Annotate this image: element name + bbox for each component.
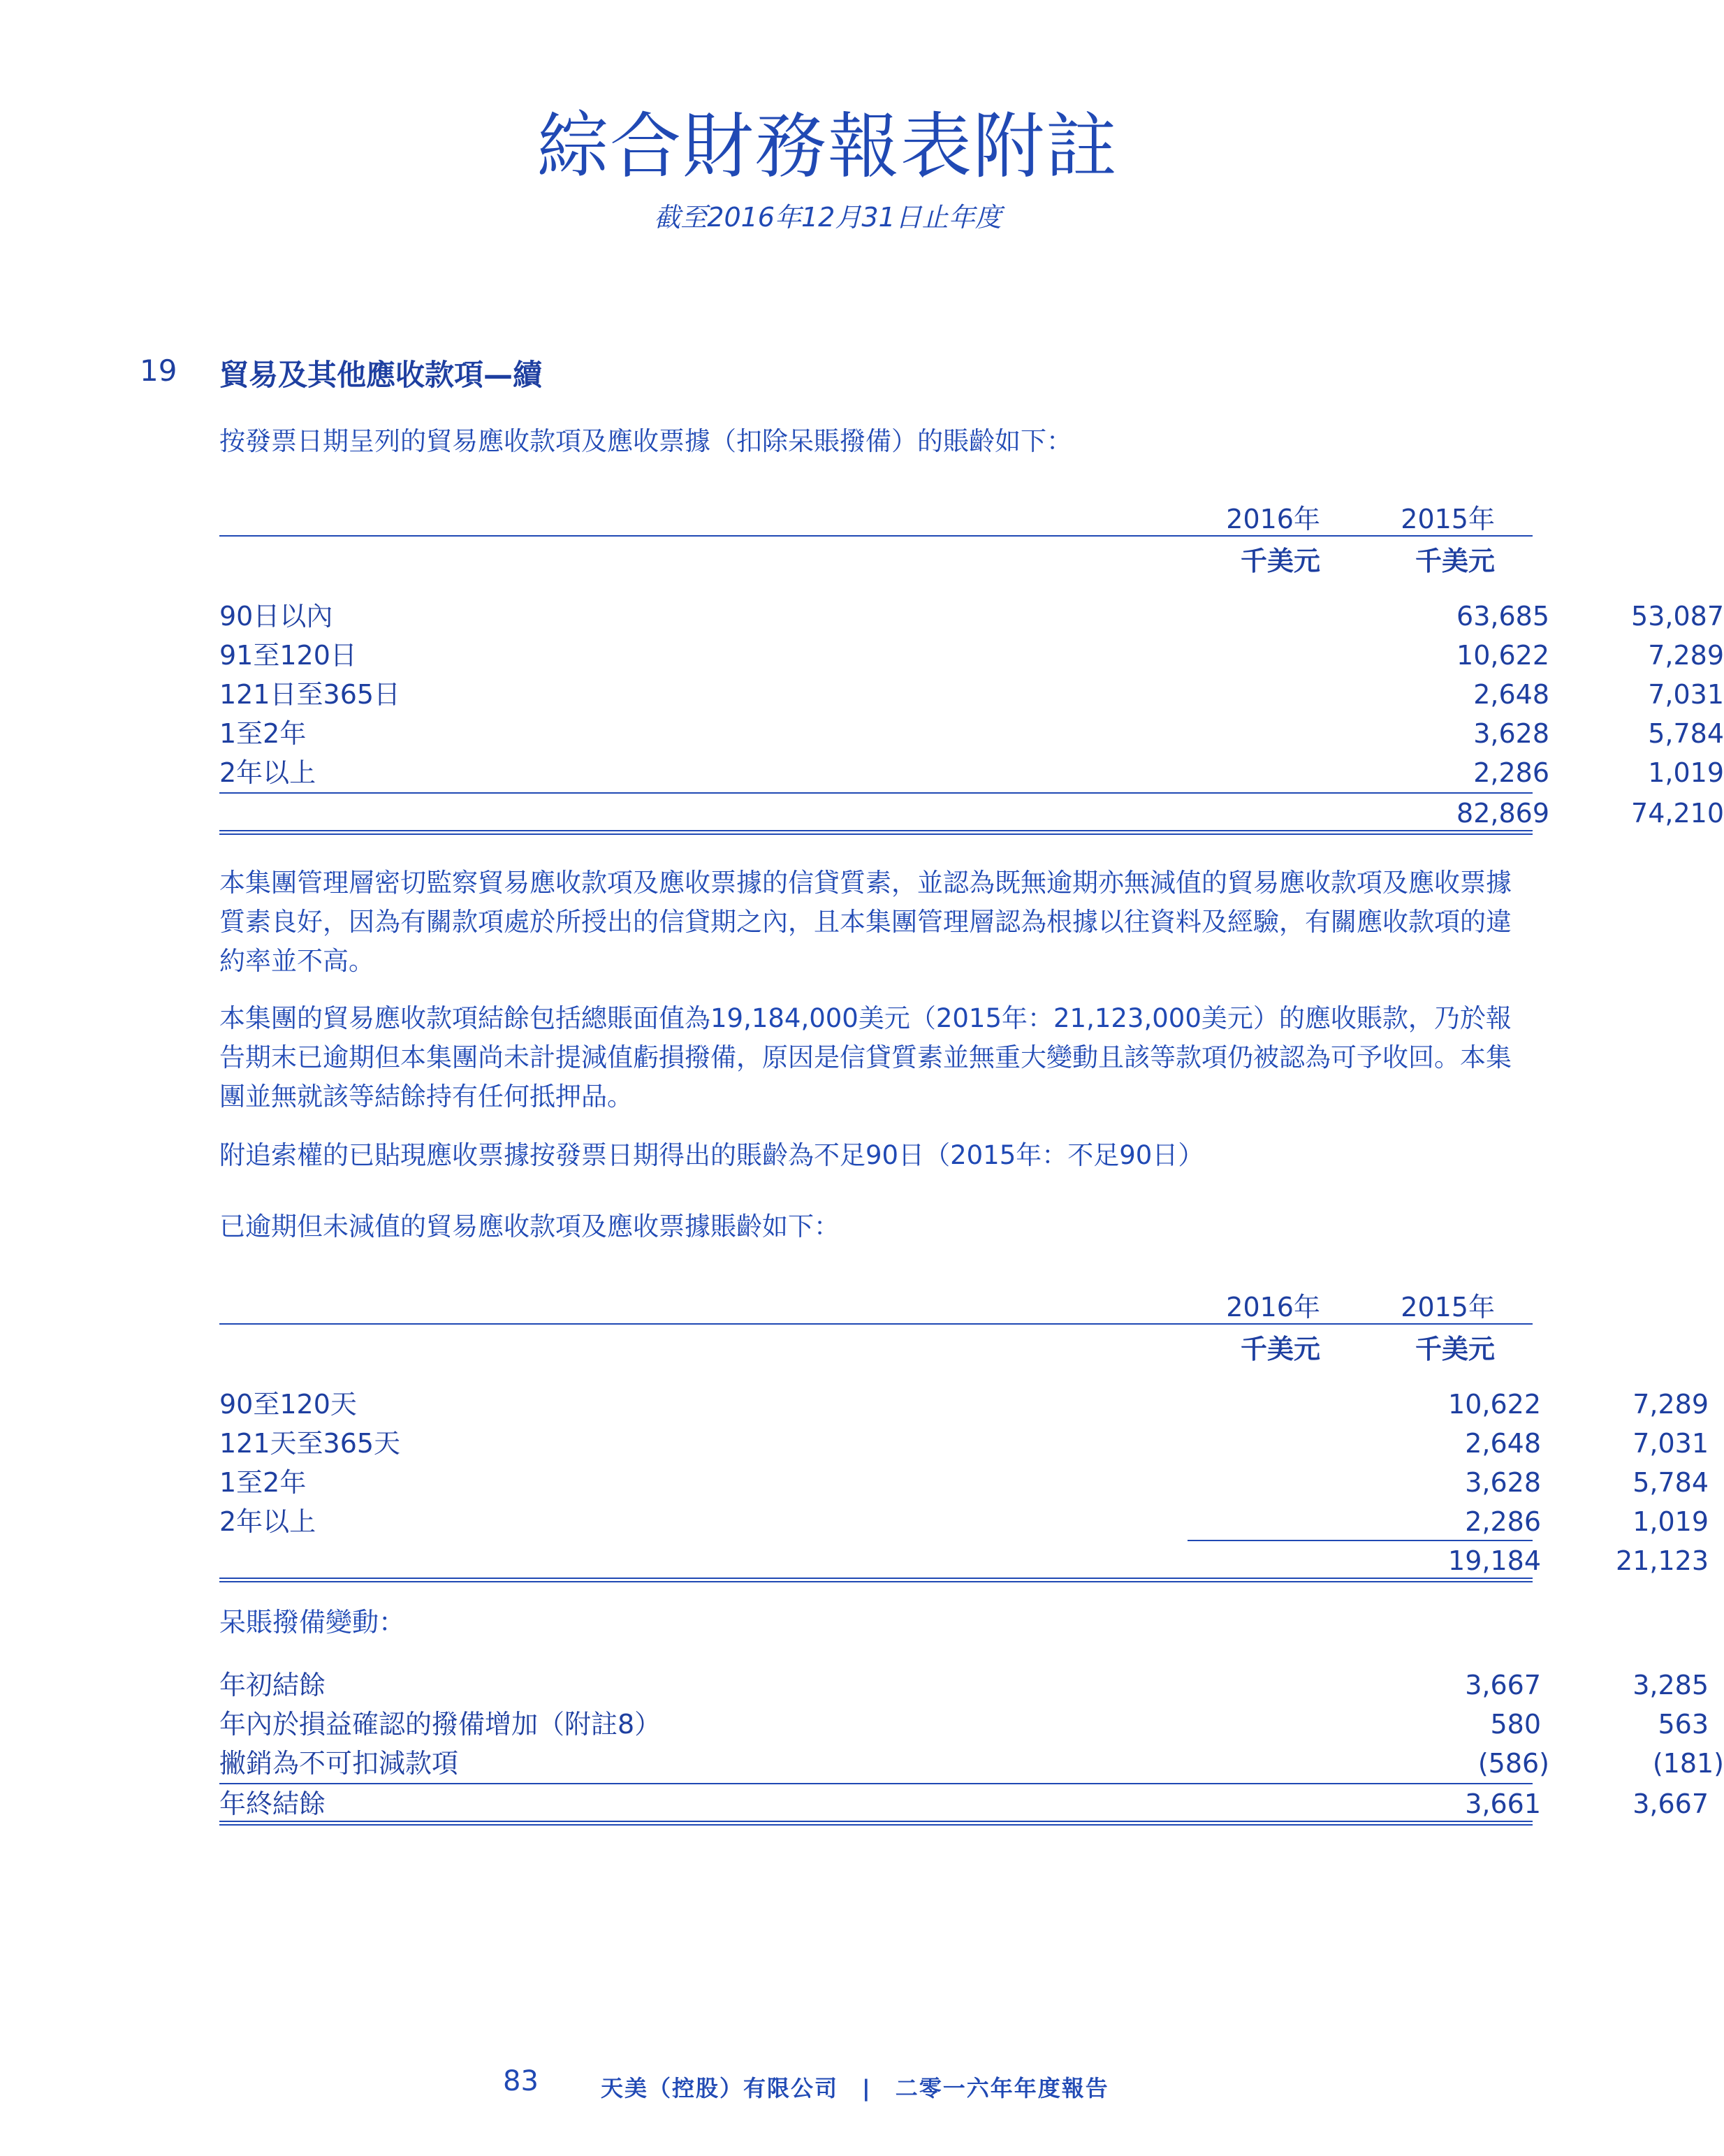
row-label: 90至120天 xyxy=(219,1389,357,1420)
table-row xyxy=(219,753,1724,792)
value-2016: 2,286 xyxy=(1473,757,1549,788)
table1-header-rule xyxy=(219,535,1533,537)
footer-text: 天美（控股）有限公司 | 二零一六年年度報告 xyxy=(601,2075,1109,2102)
total-2015: 21,123 xyxy=(1616,1545,1709,1576)
paragraph-past-due: 本集團的貿易應收款項結餘包括總賬面值為19,184,000美元（2015年：21,123,000美元）的應收賬款，乃於報告期末已逾期但本集團尚未計提減值虧損撥備，原因是信貸質素並無重大變動且該等款項仍被認為可予收回。本集團並無就該等結餘持有任何抵押品。 xyxy=(219,1003,1512,1112)
value-2016: 3,628 xyxy=(1465,1467,1541,1498)
row-label: 年終結餘 xyxy=(219,1789,326,1819)
table-row xyxy=(219,714,1724,753)
paragraph-credit-quality: 本集團管理層密切監察貿易應收款項及應收票據的信貸質素，並認為既無逾期亦無減值的貿易應收款項及應收票據質素良好，因為有關款項處於所授出的信貸期之內，且本集團管理層認為根據以往資料及經驗，有關應收款項的違約率並不高。 xyxy=(219,868,1512,976)
total-2015: 3,667 xyxy=(1632,1789,1709,1819)
value-2015: 5,784 xyxy=(1632,1467,1709,1498)
section-title: 貿易及其他應收款項—續 xyxy=(219,358,543,392)
value-2015: 5,784 xyxy=(1648,718,1724,749)
value-2016: 10,622 xyxy=(1448,1389,1541,1420)
table-row xyxy=(219,1463,1709,1502)
value-2016: 10,622 xyxy=(1456,640,1549,671)
row-label: 121天至365天 xyxy=(219,1428,401,1459)
value-2016: 3,667 xyxy=(1465,1670,1541,1700)
row-label: 年初結餘 xyxy=(219,1670,326,1700)
table-row xyxy=(219,636,1724,675)
allowance-heading: 呆賬撥備變動： xyxy=(219,1607,406,1638)
page-number: 83 xyxy=(503,2065,539,2097)
table-row xyxy=(219,1744,1724,1783)
table-row xyxy=(219,1424,1709,1463)
table-row xyxy=(219,1385,1709,1424)
value-2015: 1,019 xyxy=(1648,757,1724,788)
page-subtitle: 截至2016年12月31日止年度 xyxy=(654,202,1002,233)
value-2015: 7,031 xyxy=(1648,679,1724,710)
col-header-2016: 2016年 xyxy=(1226,1292,1320,1323)
value-2016: 580 xyxy=(1490,1709,1541,1740)
table1-double-rule xyxy=(219,830,1533,835)
table-row xyxy=(219,597,1724,636)
total-2015: 74,210 xyxy=(1631,798,1724,829)
table2-header-rule xyxy=(219,1323,1533,1325)
table-total-row xyxy=(219,1784,1709,1823)
total-2016: 3,661 xyxy=(1465,1789,1541,1819)
value-2015: 3,285 xyxy=(1632,1670,1709,1700)
value-2016: 2,286 xyxy=(1465,1506,1541,1537)
col-header-2015: 2015年 xyxy=(1401,1292,1495,1323)
paragraph-discounted-bills: 附追索權的已貼現應收票據按發票日期得出的賬齡為不足90日（2015年：不足90日） xyxy=(219,1140,1204,1170)
row-label: 撇銷為不可扣減款項 xyxy=(219,1748,459,1779)
total-2016: 82,869 xyxy=(1456,798,1549,829)
table-row xyxy=(219,1705,1709,1744)
value-2015: 53,087 xyxy=(1631,601,1724,632)
row-label: 90日以內 xyxy=(219,601,333,632)
value-2016: 2,648 xyxy=(1465,1428,1541,1459)
value-2016: 63,685 xyxy=(1456,601,1549,632)
table-row xyxy=(219,1502,1709,1541)
table2-double-rule xyxy=(219,1578,1533,1582)
row-label: 91至120日 xyxy=(219,640,357,671)
col-header-2016: 2016年 xyxy=(1226,504,1320,534)
value-2015: 1,019 xyxy=(1632,1506,1709,1537)
allowance-double-rule xyxy=(219,1821,1533,1826)
row-label: 2年以上 xyxy=(219,757,316,788)
value-2016: 3,628 xyxy=(1473,718,1549,749)
row-label: 年內於損益確認的撥備增加（附註8） xyxy=(219,1709,662,1740)
value-2015: 7,031 xyxy=(1632,1428,1709,1459)
col-header-2015: 2015年 xyxy=(1401,504,1495,534)
col-unit-2016: 千美元 xyxy=(1240,546,1320,576)
value-2015: (181) xyxy=(1652,1748,1724,1779)
table-total-row xyxy=(219,1541,1709,1580)
table-row xyxy=(219,675,1724,714)
row-label: 1至2年 xyxy=(219,1467,307,1498)
value-2015: 563 xyxy=(1658,1709,1709,1740)
row-label: 1至2年 xyxy=(219,718,307,749)
value-2016: 2,648 xyxy=(1473,679,1549,710)
row-label: 2年以上 xyxy=(219,1506,316,1537)
page-title: 綜合財務報表附註 xyxy=(537,105,1118,189)
total-2016: 19,184 xyxy=(1448,1545,1541,1576)
col-unit-2015: 千美元 xyxy=(1415,1334,1495,1364)
col-unit-2015: 千美元 xyxy=(1415,546,1495,576)
value-2015: 7,289 xyxy=(1648,640,1724,671)
value-2016: (586) xyxy=(1477,1748,1549,1779)
table-total-row xyxy=(219,794,1724,833)
value-2015: 7,289 xyxy=(1632,1389,1709,1420)
intro-aging-text: 按發票日期呈列的貿易應收款項及應收票據（扣除呆賬撥備）的賬齡如下： xyxy=(219,426,1072,456)
paragraph-aging-intro: 已逾期但未減值的貿易應收款項及應收票據賬齡如下： xyxy=(219,1211,840,1241)
section-number: 19 xyxy=(140,354,177,388)
row-label: 121日至365日 xyxy=(219,679,401,710)
table-row xyxy=(219,1666,1709,1705)
col-unit-2016: 千美元 xyxy=(1240,1334,1320,1364)
